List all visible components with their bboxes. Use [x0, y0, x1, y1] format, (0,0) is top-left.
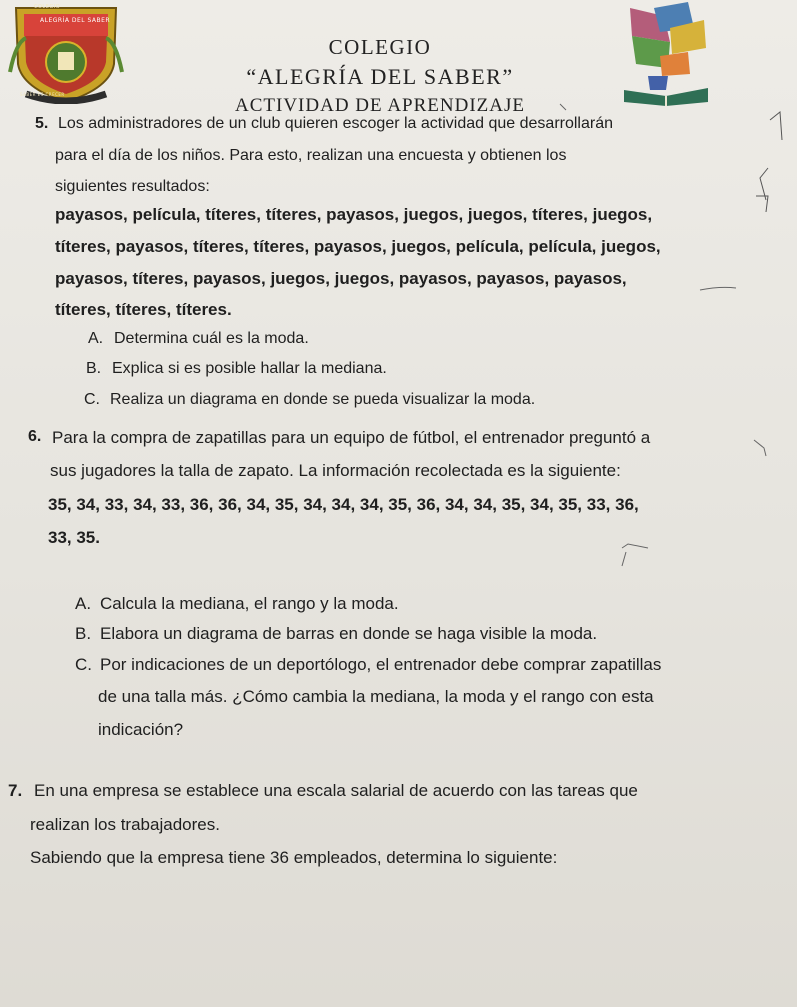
exercise-5-item-text: Explica si es posible hallar la mediana.	[112, 360, 387, 377]
exercise-7-line: Sabiendo que la empresa tiene 36 empleados, determina lo siguiente:	[30, 848, 558, 867]
exercise-5-data-line: payasos, títeres, payasos, juegos, juegos, payasos, payasos, payasos,	[55, 269, 627, 288]
exercise-5-data-line: títeres, payasos, títeres, títeres, payasos, juegos, película, película, juegos,	[55, 237, 661, 256]
exercise-6-intro-line: sus jugadores la talla de zapato. La información recolectada es la siguiente:	[50, 461, 621, 480]
exercise-6-item-letter: A.	[75, 594, 92, 613]
worksheet-header	[0, 0, 797, 118]
exercise-6-data-line: 35, 34, 33, 34, 33, 36, 36, 34, 35, 34, 34, 34, 35, 36, 34, 34, 35, 34, 35, 33, 36,	[48, 495, 639, 514]
exercise-6-item-text: Por indicaciones de un deportólogo, el entrenador debe comprar zapatillas	[100, 655, 662, 674]
exercise-6-data-line: 33, 35.	[48, 528, 100, 547]
exercise-6-item-letter: B.	[75, 624, 92, 643]
exercise-5-number: 5.	[35, 115, 49, 132]
exercise-6-item-text: de una talla más. ¿Cómo cambia la mediana, la moda y el rango con esta	[98, 687, 654, 706]
exercise-5-data-line: títeres, títeres, títeres.	[55, 300, 232, 319]
exercise-5-item-text: Realiza un diagrama en donde se pueda visualizar la moda.	[110, 391, 536, 408]
exercise-5-item-text: Determina cuál es la moda.	[114, 330, 309, 347]
exercise-5-data-line: payasos, película, títeres, títeres, payasos, juegos, juegos, títeres, juegos,	[55, 205, 653, 224]
school-title-line1: COLEGIO	[328, 35, 432, 59]
crest-text-bottom: SABER ES CRECER	[20, 92, 65, 97]
exercise-5-item-letter: A.	[88, 330, 104, 347]
exercise-5-intro-line: siguientes resultados:	[55, 178, 210, 195]
crest-text-top: COLEGIO	[34, 4, 61, 10]
activity-title: ACTIVIDAD DE APRENDIZAJE	[235, 95, 525, 116]
exercise-5-intro-line: Los administradores de un club quieren escoger la actividad que desarrollarán	[58, 115, 613, 132]
exercise-5-item-letter: C.	[84, 391, 100, 408]
school-title-block	[150, 34, 610, 118]
exercise-5-item-letter: B.	[86, 360, 102, 377]
exercise-7-line: realizan los trabajadores.	[30, 815, 220, 834]
books-illustration-icon	[624, 2, 708, 106]
exercise-7-line: En una empresa se establece una escala salarial de acuerdo con las tareas que	[34, 781, 638, 800]
exercise-7-number: 7.	[8, 781, 23, 800]
exercise-6-number: 6.	[28, 428, 42, 445]
exercise-6-item-text: indicación?	[98, 720, 184, 739]
exercise-6-intro-line: Para la compra de zapatillas para un equipo de fútbol, el entrenador preguntó a	[52, 428, 651, 447]
school-title-name: “ALEGRÍA DEL SABER”	[246, 64, 514, 89]
exercise-6-item-text: Elabora un diagrama de barras en donde se haga visible la moda.	[100, 624, 598, 643]
exercise-6-item-text: Calcula la mediana, el rango y la moda.	[100, 594, 399, 613]
crest-text-name: ALEGRÍA DEL SABER	[40, 17, 111, 24]
exercise-6-item-letter: C.	[75, 655, 92, 674]
exercise-5-intro-line: para el día de los niños. Para esto, realizan una encuesta y obtienen los	[55, 147, 567, 164]
